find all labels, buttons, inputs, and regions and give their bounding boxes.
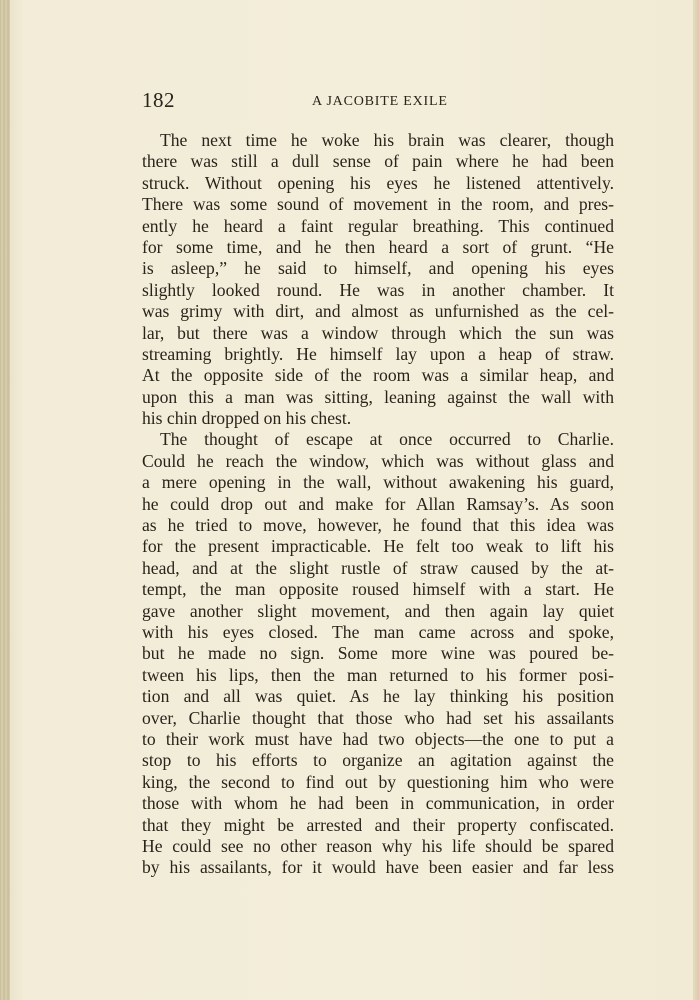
text-line: Could he reach the window, which was without glass and <box>142 450 614 471</box>
text-line: lar, but there was a window through which the sun was <box>142 322 614 343</box>
text-line: that they might be arrested and their property confiscated. <box>142 814 614 835</box>
text-line: by his assailants, for it would have been easier and far less <box>142 857 614 878</box>
text-line: for the present impracticable. He felt too weak to lift his <box>142 536 614 557</box>
text-line: his chin dropped on his chest. <box>142 408 352 429</box>
page-header <box>142 88 614 118</box>
text-line: The thought of escape at once occurred to Charlie. <box>160 429 614 450</box>
text-line: At the opposite side of the room was a similar heap, and <box>142 365 614 386</box>
text-line: struck. Without opening his eyes he listened attentively. <box>142 172 614 193</box>
text-line: tween his lips, then the man returned to his former posi- <box>142 664 614 685</box>
text-line: those with whom he had been in communication, in order <box>142 793 614 814</box>
page-right-edge <box>693 0 699 1000</box>
text-line: tempt, the man opposite roused himself with a start. He <box>142 579 614 600</box>
running-title: A JACOBITE EXILE <box>312 94 448 109</box>
text-line: stop to his efforts to organize an agitation against the <box>142 750 614 771</box>
body-text <box>142 130 614 879</box>
text-line: gave another slight movement, and then again lay quiet <box>142 600 614 621</box>
text-line: he could drop out and make for Allan Ramsay’s. As soon <box>142 493 614 514</box>
text-line: He could see no other reason why his life should be spared <box>142 835 614 856</box>
text-line: The next time he woke his brain was clearer, though <box>160 130 614 150</box>
text-line: king, the second to find out by questioning him who were <box>142 771 614 792</box>
text-line: ently he heard a faint regular breathing. This continued <box>142 215 614 236</box>
text-line: over, Charlie thought that those who had set his assailants <box>142 707 614 728</box>
text-line: is asleep,” he said to himself, and opening his eyes <box>142 258 614 279</box>
text-line: there was still a dull sense of pain where he had been <box>142 151 614 172</box>
text-line: for some time, and he then heard a sort of grunt. “He <box>142 236 614 257</box>
text-line: to their work must have had two objects—the one to put a <box>142 728 614 749</box>
page-number: 182 <box>142 88 175 112</box>
text-line: slightly looked round. He was in another chamber. It <box>142 279 614 300</box>
text-line: streaming brightly. He himself lay upon a heap of straw. <box>142 343 614 364</box>
page-binding-edge <box>0 0 10 1000</box>
text-line: upon this a man was sitting, leaning against the wall with <box>142 386 614 407</box>
text-line: with his eyes closed. The man came across and spoke, <box>142 621 614 642</box>
text-line: a mere opening in the wall, without awakening his guard, <box>142 472 614 493</box>
text-line: There was some sound of movement in the room, and pres- <box>142 194 614 215</box>
text-line: as he tried to move, however, he found that this idea was <box>142 515 614 536</box>
text-line: was grimy with dirt, and almost as unfurnished as the cel- <box>142 301 614 322</box>
text-line: but he made no sign. Some more wine was poured be- <box>142 643 614 664</box>
text-line: head, and at the slight rustle of straw caused by the at- <box>142 557 614 578</box>
text-line: tion and all was quiet. As he lay thinking his position <box>142 686 614 707</box>
